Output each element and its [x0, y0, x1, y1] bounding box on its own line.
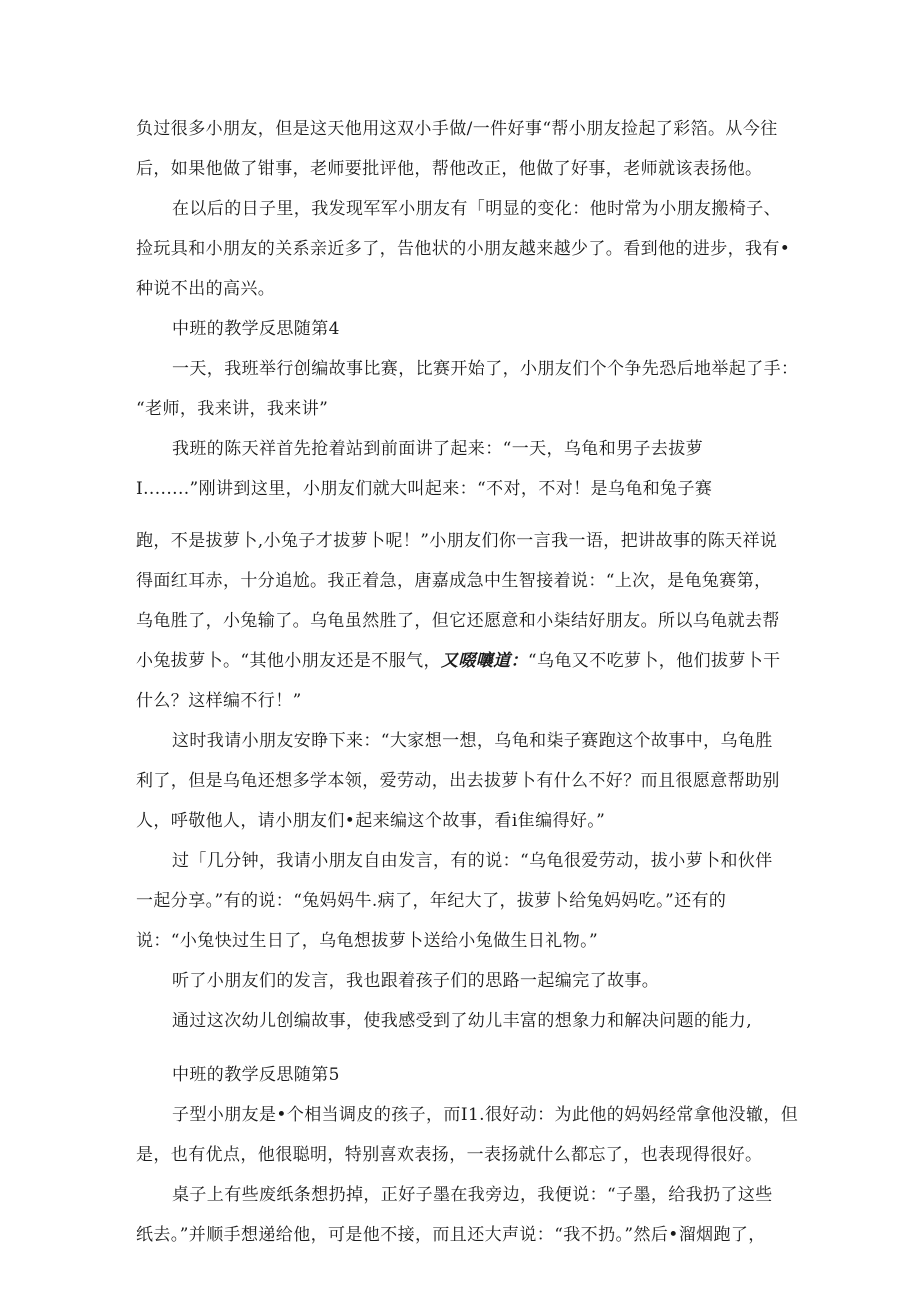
text-line: 人，呼敬他人，请小朋友们•起来编这个故事，看i隹编得好。”: [136, 811, 606, 831]
text-line: 一起分享。”有的说：“兔妈妈牛.病了，年纪大了，拔萝卜给兔妈妈吃。”还有的: [136, 891, 727, 911]
text-line: 是，也有优点，他很聪明，特别喜欢表扬，一表扬就什么都忘了，也表现得很好。: [136, 1145, 763, 1165]
text-line: [136, 650, 781, 672]
text-line: 在以后的日子里，我发现军军小朋友有「明显的变化：他时常为小朋友搬椅子、: [172, 199, 781, 219]
text-line: 跑，不是拔萝卜,小兔子才拔萝卜呢！”小朋友们你一言我一语，把讲故事的陈天祥说: [136, 531, 778, 551]
text-line: 乌龟胜了，小兔输了。乌龟虽然胜了，但它还愿意和小柒结好朋友。所以乌龟就去帮: [136, 611, 780, 631]
text-line: I........”刚讲到这里，小朋友们就大叫起来：“不对，不对！是乌龟和兔子赛: [136, 479, 713, 499]
text-line: 我班的陈天祥首先抢着站到前面讲了起来：“一天，乌龟和男子去拔萝: [172, 439, 704, 459]
text-line: 通过这次幼儿创编故事，使我感受到了幼儿丰富的想象力和解决问题的能力,: [172, 1011, 753, 1031]
emphasized-text: 又啜嚷道：: [440, 651, 528, 671]
text-line: “老师，我来讲，我来讲”: [136, 399, 329, 419]
text-line: 种说不出的高兴。: [136, 279, 276, 299]
text-line: 后，如果他做了钳事，老师要批评他，帮他改正，他做了好事，老师就该表扬他。: [136, 159, 763, 179]
text-line: 子型小朋友是•个相当调皮的孩子，而I1.很好动：为此他的妈妈经常拿他没辙，但: [172, 1105, 799, 1125]
text-line: 纸去。”并顺手想递给他，可是他不接，而且还大声说：“我不扔。”然后•溜烟跑了，: [136, 1225, 766, 1245]
text-line: 捡玩具和小朋友的关系亲近多了，告他状的小朋友越来越少了。看到他的进步，我有•: [136, 239, 791, 259]
text-line: 利了，但是乌龟还想多学本领，爱劳动，出去拔萝卜有什么不好？而且很愿意帮助别: [136, 771, 780, 791]
text-line: 负过很多小朋友，但是这天他用这双小手做/一件好事“帮小朋友捡起了彩箔。从今往: [136, 119, 778, 139]
text-line: 桌子上有些废纸条想扔掉，正好子墨在我旁边，我便说：“子墨，给我扔了这些: [172, 1185, 773, 1205]
text-run: “乌龟又不吃萝卜，他们拔萝卜干: [527, 651, 781, 671]
text-run: 小兔拔萝卜。“其他小朋友还是不服气，: [136, 651, 441, 671]
text-line: 过「几分钟，我请小朋友自由发言，有的说：“乌龟很爱劳动，拔小萝卜和伙伴: [172, 851, 773, 871]
text-line: 一天，我班举行创编故事比赛，比赛开始了，小朋友们个个争先恐后地举起了手：: [172, 359, 799, 379]
text-line: 说：“小兔快过生日了，乌龟想拔萝卜送给小兔做生日礼物。”: [136, 931, 599, 951]
text-line: 什么？这样编不行！”: [136, 691, 302, 711]
section-heading-4: 中班的教学反思随第4: [172, 319, 340, 339]
text-line: 听了小朋友们的发言，我也跟着孩子们的思路一起编完了故事。: [172, 971, 660, 991]
text-line: 得面红耳赤，十分追尬。我正着急，唐嘉成急中生智接着说：“上次，是龟兔赛第，: [136, 571, 772, 591]
section-heading-5: 中班的教学反思随第5: [172, 1065, 340, 1085]
text-line: 这时我请小朋友安睁下来：“大家想一想，乌龟和柒子赛跑这个故事中，乌龟胜: [172, 731, 773, 751]
